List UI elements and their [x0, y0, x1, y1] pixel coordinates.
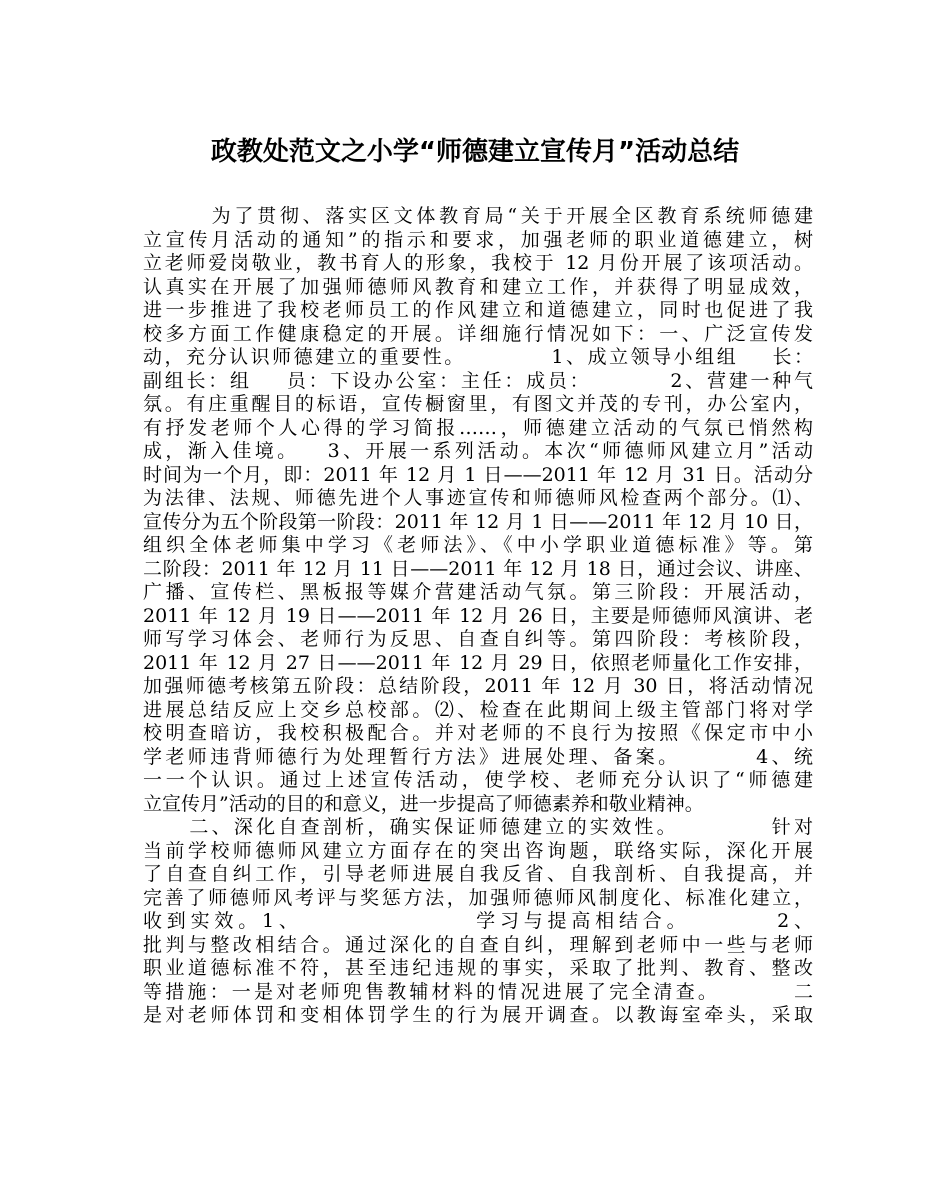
body-text-line: 氛。有庄重醒目的标语，宣传橱窗里，有图文并茂的专刊，办公室内，: [143, 393, 813, 415]
body-text-line: 2011 年 12 月 19 日——2011 年 12 月 26 日，主要是师德师风演讲、老: [143, 604, 813, 627]
body-text-line: 时间为一个月，即：2011 年 12 月 1 日——2011 年 12 月 31 日。活动分: [143, 463, 813, 486]
body-text-line: 立老师爱岗敬业，教书育人的形象，我校于 12 月份开展了该项活动。: [143, 252, 813, 274]
body-text-line: 批判与整改相结合。通过深化的自查自纠，理解到老师中一些与老师: [143, 933, 813, 956]
body-text-line: 收到实效。1、 学习与提高相结合。 2、: [143, 910, 813, 932]
body-text-line: 师写学习体会、老师行为反思、自查自纠等。第四阶段：考核阶段，: [143, 628, 813, 650]
body-text-line: 宣传分为五个阶段第一阶段：2011 年 12 月 1 日——2011 年 12 月 10 日，: [143, 510, 813, 533]
body-text-line: 组织全体老师集中学习《老师法》、《中小学职业道德标准》等。第: [143, 534, 813, 556]
body-text-line: 了自查自纠工作，引导老师进展自我反省、自我剖析、自我提高，并: [143, 863, 813, 885]
document-title: 政教处范文之小学“师德建立宣传月”活动总结: [210, 137, 740, 167]
body-text-line: 立宣传月”活动的目的和意义，进一步提高了师德素养和敬业精神。: [143, 792, 704, 815]
body-text-line: 进一步推进了我校老师员工的作风建立和道德建立，同时也促进了我: [143, 299, 813, 321]
body-text-line: 职业道德标准不符，甚至违纪违规的事实，采取了批判、教育、整改: [143, 957, 813, 979]
body-text-line: 当前学校师德师风建立方面存在的突出咨询题，联络实际，深化开展: [143, 839, 813, 862]
body-text-line: 二、深化自查剖析，确实保证师德建立的实效性。 针对: [143, 816, 813, 838]
body-text-line: 广播、宣传栏、黑板报等媒介营建活动气氛。第三阶段：开展活动，: [143, 581, 813, 603]
body-text-line: 成，渐入佳境。 3、开展一系列活动。本次“师德师风建立月”活动: [143, 440, 813, 462]
body-text-line: 加强师德考核第五阶段：总结阶段，2011 年 12 月 30 日，将活动情况: [143, 675, 813, 697]
body-text-line: 立宣传月活动的通知”的指示和要求，加强老师的职业道德建立，树: [143, 228, 813, 251]
body-text-line: 动，充分认识师德建立的重要性。 1、成立领导小组组 长：: [143, 346, 813, 368]
body-text-line: 有抒发老师个人心得的学习简报……，师德建立活动的气氛已悄然构: [143, 416, 813, 439]
document-body: [143, 205, 813, 1028]
body-text-line: 为法律、法规、师德先进个人事迹宣传和师德师风检查两个部分。⑴、: [143, 487, 813, 509]
body-text-line: 2011 年 12 月 27 日——2011 年 12 月 29 日，依照老师量化工作安排，: [143, 651, 813, 674]
body-text-line: 校明查暗访，我校积极配合。并对老师的不良行为按照《保定市中小: [143, 722, 813, 744]
body-text-line: 进展总结反应上交乡总校部。⑵、检查在此期间上级主管部门将对学: [143, 698, 813, 721]
body-text-line: 是对老师体罚和变相体罚学生的行为展开调查。以教诲室牵头，采取: [143, 1004, 813, 1026]
body-text-line: 等措施：一是对老师兜售教辅材料的情况进展了完全清查。 二: [143, 980, 813, 1003]
body-text-line: 校多方面工作健康稳定的开展。详细施行情况如下：一、广泛宣传发: [143, 322, 813, 345]
body-text-line: 副组长：组 员：下设办公室：主任：成员： 2、营建一种气: [143, 369, 813, 392]
body-text-line: 为了贯彻、落实区文体教育局“关于开展全区教育系统师德建: [143, 205, 813, 227]
body-text-line: 完善了师德师风考评与奖惩方法，加强师德师风制度化、标准化建立，: [143, 886, 813, 909]
body-text-line: 认真实在开展了加强师德师风教育和建立工作，并获得了明显成效，: [143, 275, 813, 298]
body-text-line: 一一个认识。通过上述宣传活动，使学校、老师充分认识了“师德建: [143, 769, 813, 791]
body-text-line: 学老师违背师德行为处理暂行方法》进展处理、备案。 4、统: [143, 745, 813, 768]
body-text-line: 二阶段：2011 年 12 月 11 日——2011 年 12 月 18 日，通过会议、讲座、: [143, 557, 813, 580]
